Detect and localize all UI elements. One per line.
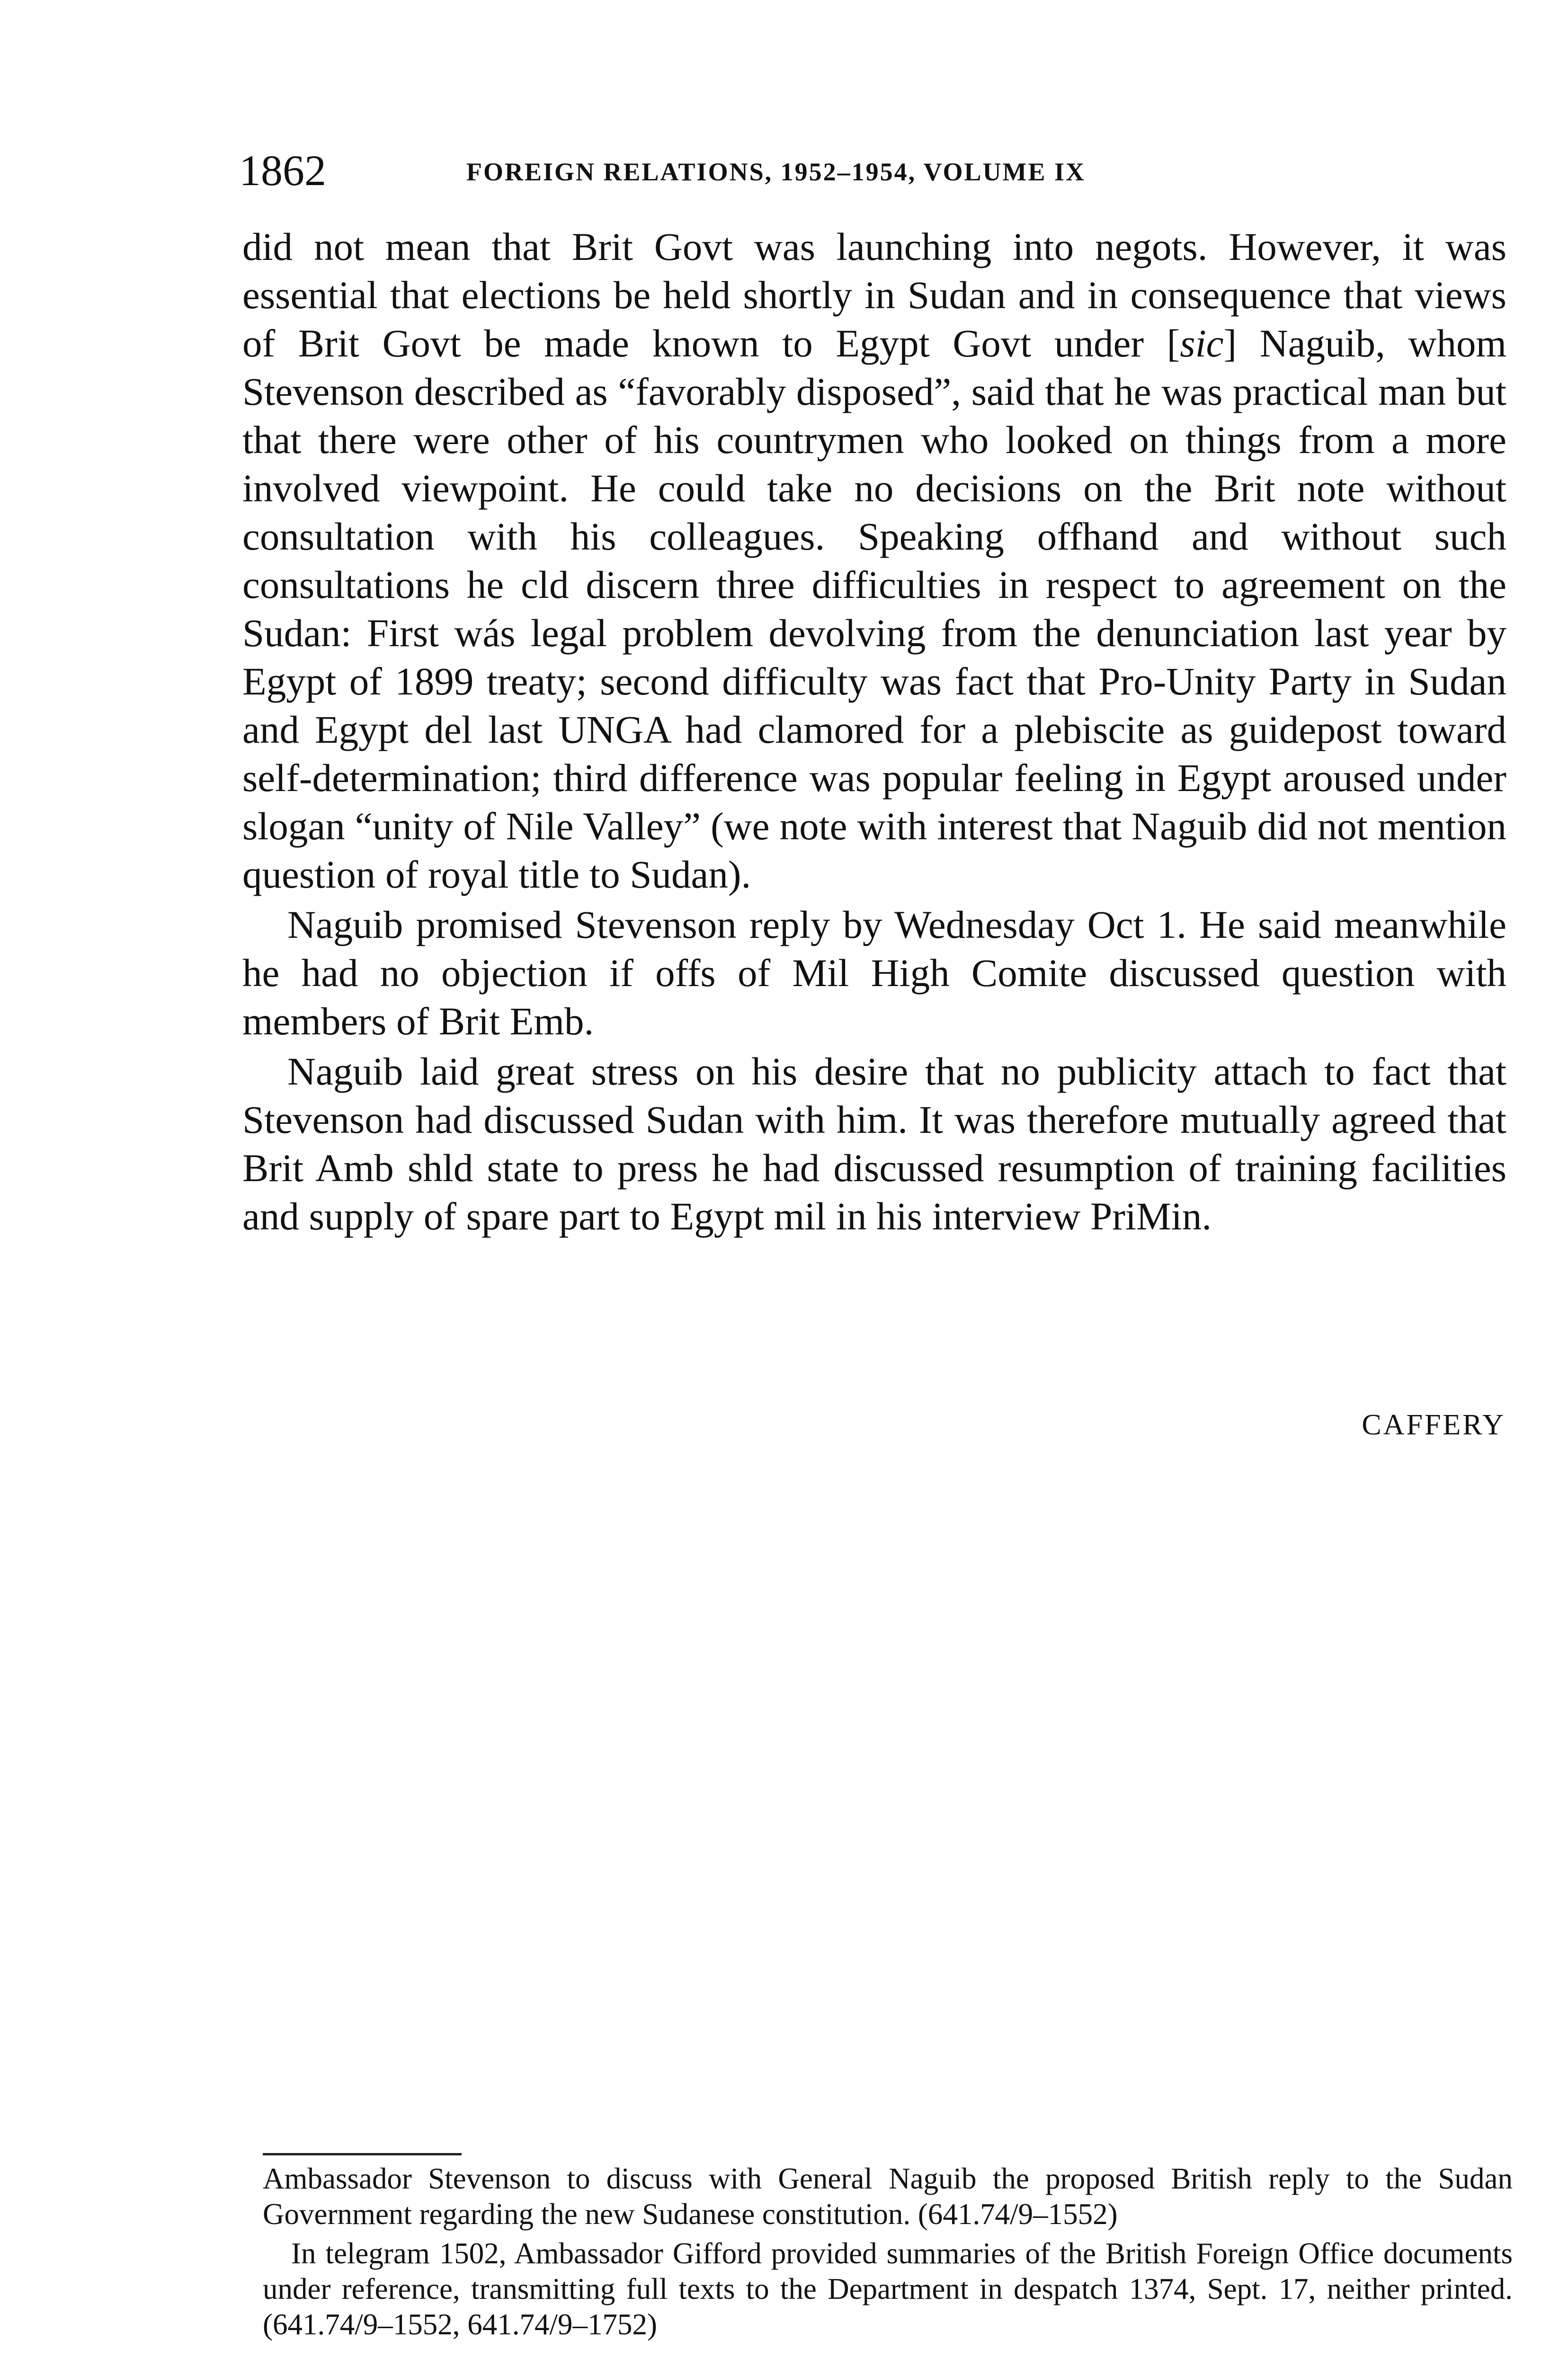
- page-number: 1862: [239, 146, 326, 195]
- footnote-divider: [263, 2153, 462, 2155]
- footnote-1: Ambassador Stevenson to discuss with General Naguib the proposed British reply to the Sudan Government regarding the new Sudanese constitution. (641.74/9–1552): [263, 2162, 1513, 2231]
- running-title: FOREIGN RELATIONS, 1952–1954, VOLUME IX: [466, 158, 1086, 186]
- paragraph-2: Naguib promised Stevenson reply by Wednesday Oct 1. He said meanwhile he had no objection if offs of Mil High Comite discussed question with members of Brit Emb.: [242, 903, 1506, 1043]
- signature: CAFFERY: [1362, 1409, 1506, 1441]
- running-head: [239, 142, 1517, 199]
- sic-annotation: sic: [1180, 321, 1224, 365]
- paragraph-3: Naguib laid great stress on his desire that no publicity attach to fact that Stevenson had discussed Sudan with him. It was therefore mutually agreed that Brit Amb shld state to press he had discussed resumption of training facilities and supply of spare part to Egypt mil in his interview PriMin.: [242, 1050, 1506, 1238]
- footnote-2: In telegram 1502, Ambassador Gifford provided summaries of the British Foreign Office documents under reference, transmitting full texts to the Department in despatch 1374, Sept. 17, neither printed. (641.74/9–1552, 641.74/9–1752): [263, 2237, 1513, 2341]
- footnotes: [263, 2161, 1513, 2342]
- paragraph-1: [242, 222, 1506, 899]
- paragraph-1-part-b: ] Naguib, whom Stevenson described as “favorably disposed”, said that he was practical man but that there were other of his countrymen who looked on things from a more involved viewpoint. He could take no decisions on the Brit note without consultation with his colleagues. Speaking offhand and without such consultations he cld discern three difficulties in respect to agreement on the Sudan: First wás legal problem devolving from the denunciation last year by Egypt of 1899 treaty; second difficulty was fact that Pro-Unity Party in Sudan and Egypt del last UNGA had clamored for a plebiscite as guidepost toward self-determination; third difference was popular feeling in Egypt aroused under slogan “unity of Nile Valley” (we note with interest that Naguib did not mention question of royal title to Sudan).: [242, 321, 1507, 896]
- paragraph-1-part-a: did not mean that Brit Govt was launching into negots. However, it was essential that elections be held shortly in Sudan and in consequence that views of Brit Govt be made known to Egypt Govt under [: [242, 225, 1506, 365]
- body-text: [242, 222, 1506, 1240]
